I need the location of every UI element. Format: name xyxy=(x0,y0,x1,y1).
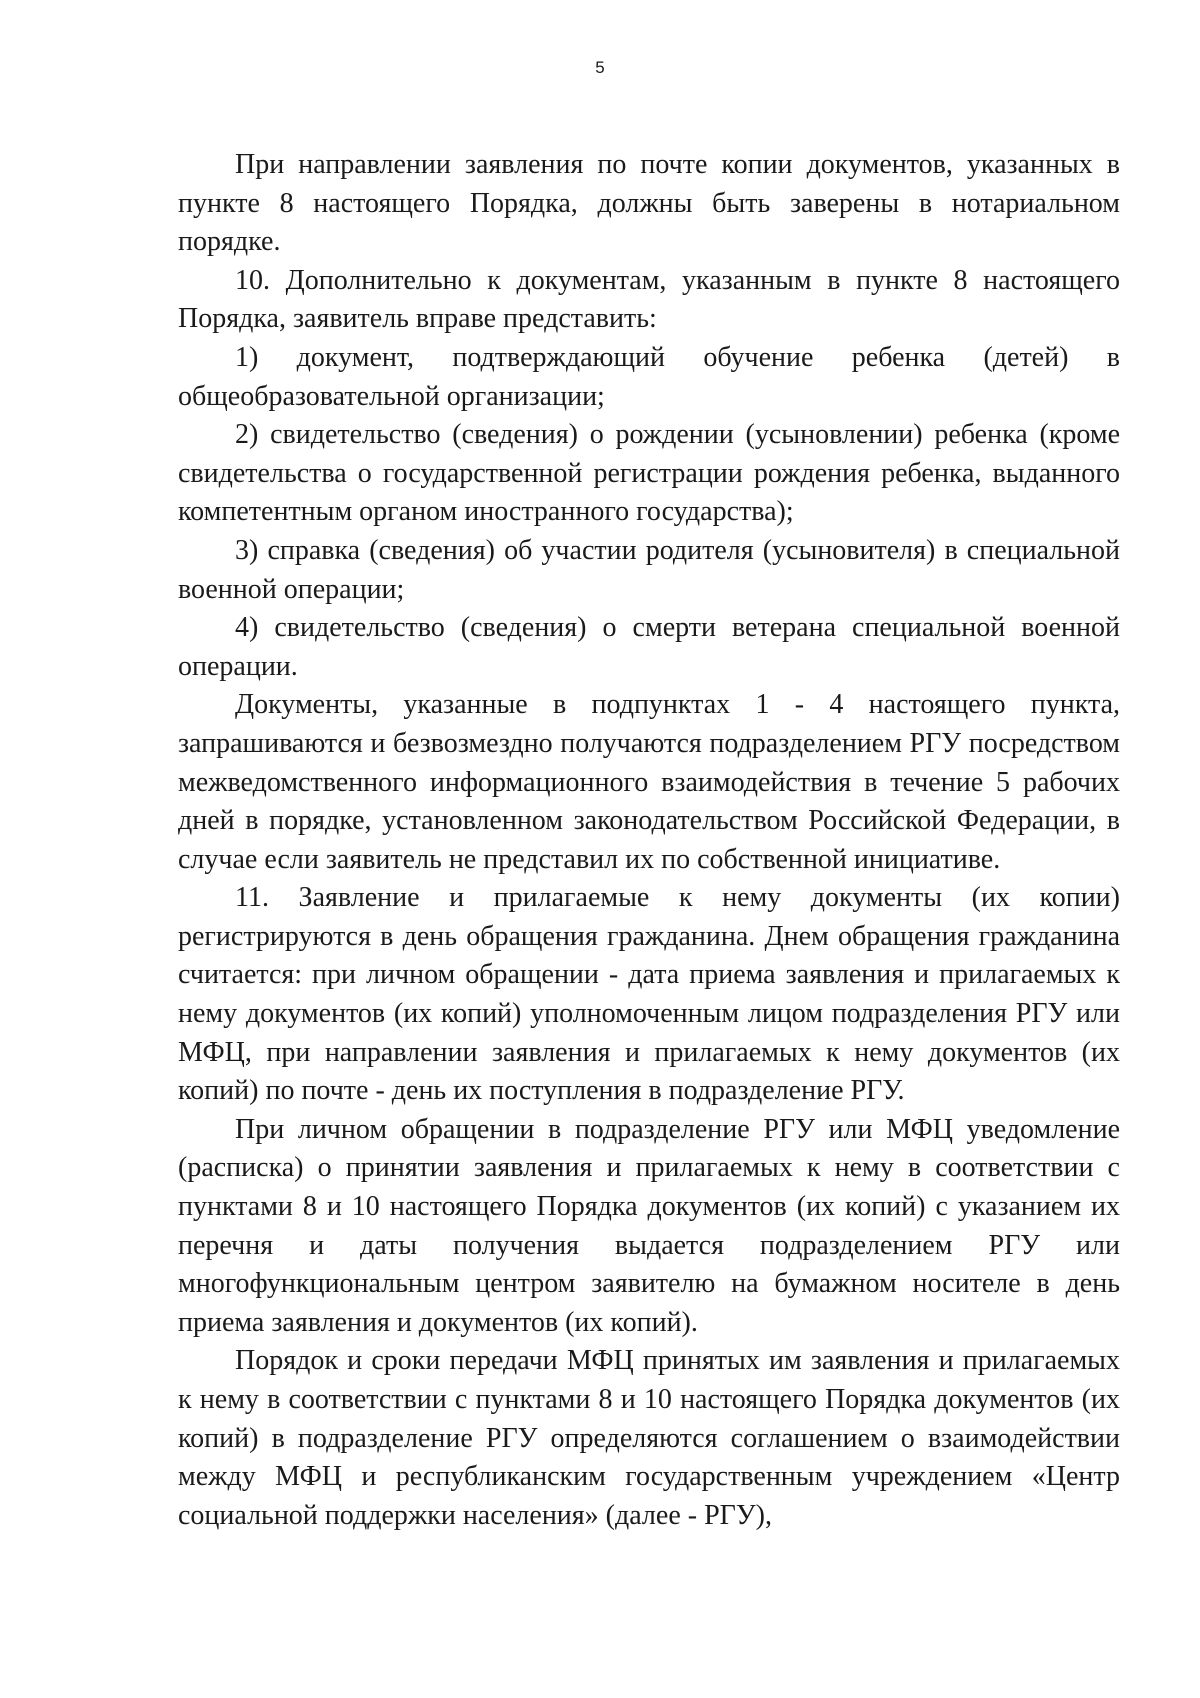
list-item-2: 2) свидетельство (сведения) о рождении (усыновлении) ребенка (кроме свидетельства о государственной регистрации рождения ребенка, выданного компетентным органом иностранного государства); xyxy=(178,419,1120,528)
paragraph-item-11: 11. Заявление и прилагаемые к нему документы (их копии) регистрируются в день обращения гражданина. Днем обращения гражданина считается: при личном обращении - дата приема заявления и прилагаемых к нему документов (их копий) уполномоченным лицом подразделения РГУ или МФЦ, при направлении заявления и прилагаемых к нему документов (их копий) по почте - день их поступления в подразделение РГУ. xyxy=(178,882,1120,1107)
paragraph-notarial-copies: При направлении заявления по почте копии документов, указанных в пункте 8 настоящего Порядка, должны быть заверены в нотариальном порядке. xyxy=(178,149,1120,258)
list-item-4: 4) свидетельство (сведения) о смерти ветерана специальной военной операции. xyxy=(178,612,1120,682)
paragraph-item-10: 10. Дополнительно к документам, указанным в пункте 8 настоящего Порядка, заявитель вправе представить: xyxy=(178,264,1120,335)
paragraph-mfc-transfer: Порядок и сроки передачи МФЦ принятых им заявления и прилагаемых к нему в соответствии с пунктами 8 и 10 настоящего Порядка документов (их копий) в подразделение РГУ определяются соглашением о взаимодействии между МФЦ и республиканским государственным учреждением «Центр социальной поддержки населения» (далее - РГУ), xyxy=(178,1345,1120,1531)
document-body xyxy=(178,146,1120,1535)
page-number: 5 xyxy=(595,58,605,77)
paragraph-receipt: При личном обращении в подразделение РГУ или МФЦ уведомление (расписка) о принятии заявления и прилагаемых к нему в соответствии с пунктами 8 и 10 настоящего Порядка документов (их копий) с указанием их перечня и даты получения выдается подразделением РГУ или многофункциональным центром заявителю на бумажном носителе в день приема заявления и документов (их копий). xyxy=(178,1113,1120,1338)
list-item-1: 1) документ, подтверждающий обучение ребенка (детей) в общеобразовательной организации; xyxy=(178,341,1120,412)
list-item-3: 3) справка (сведения) об участии родителя (усыновителя) в специальной военной операции; xyxy=(178,534,1120,605)
paragraph-interagency-request: Документы, указанные в подпунктах 1 - 4 настоящего пункта, запрашиваются и безвозмездно получаются подразделением РГУ посредством межведомственного информационного взаимодействия в течение 5 рабочих дней в порядке, установленном законодательством Российской Федерации, в случае если заявитель не представил их по собственной инициативе. xyxy=(178,689,1120,875)
